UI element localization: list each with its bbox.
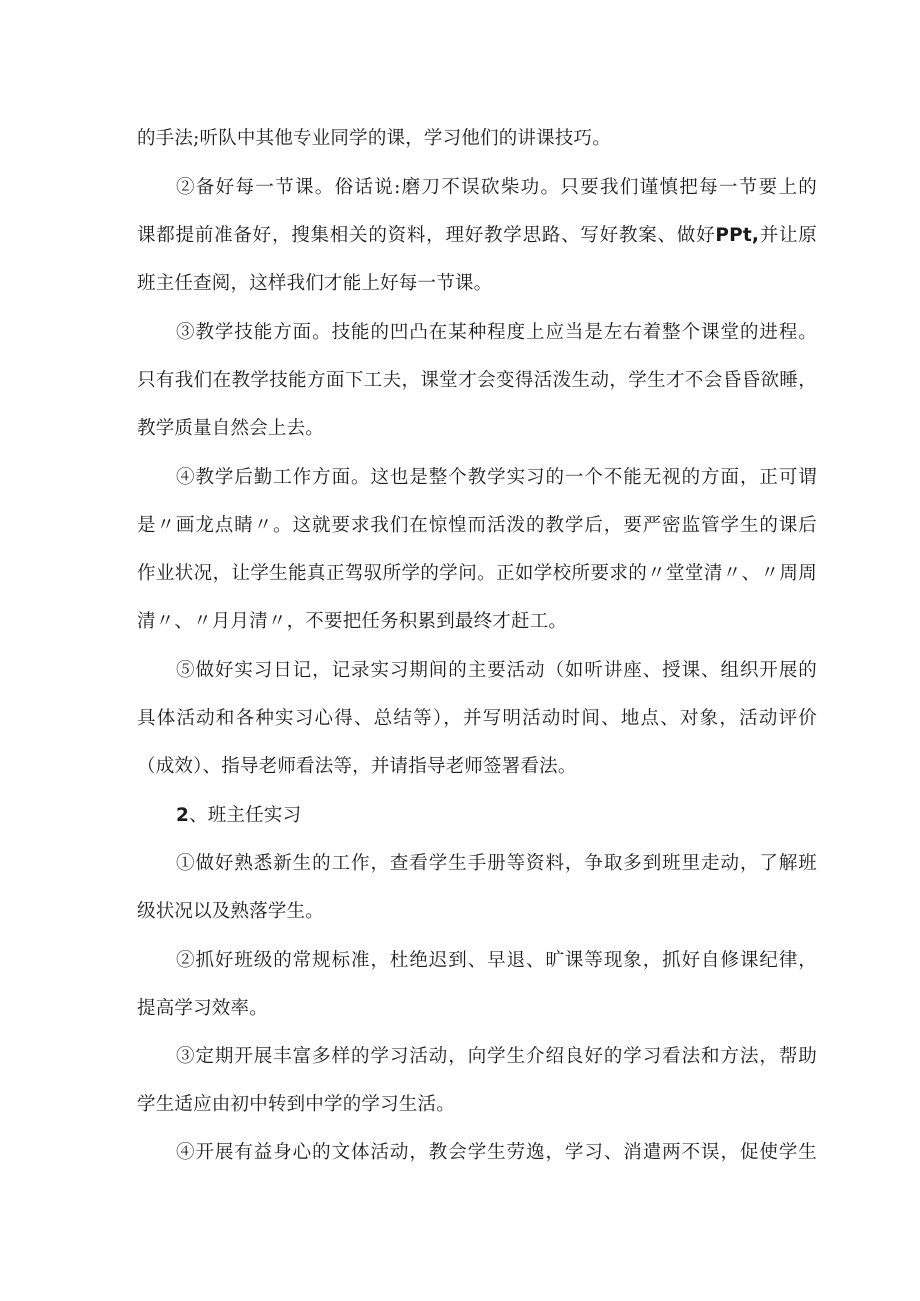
text-line: ⑤做好实习日记，记录实习期间的主要活动（如听讲座、授课、组织开展的 (176, 660, 817, 681)
section-heading (176, 804, 817, 828)
text-line: 学生适应由初中转到中学的学习生活。 (137, 1094, 455, 1115)
text-line: 是〃画龙点睛〃。这就要求我们在惊惶而活泼的教学后，要严密监管学生的课后 (137, 515, 817, 536)
text-line: ④开展有益身心的文体活动，教会学生劳逸，学习、消遣两不误，促使学生 (176, 1142, 817, 1163)
section-title: 、班主任实习 (189, 805, 302, 826)
text-line: （成效）、指导老师看法等，并请指导老师签署看法。 (137, 756, 577, 777)
text-line: ③教学技能方面。技能的凹凸在某种程度上应当是左右着整个课堂的进程。 (176, 322, 817, 343)
text-line: ③定期开展丰富多样的学习活动，向学生介绍良好的学习看法和方法，帮助 (176, 1046, 817, 1067)
text-line: ④教学后勤工作方面。这也是整个教学实习的一个不能无视的方面，正可谓 (176, 467, 817, 488)
text-line: 的手法;听队中其他专业同学的课，学习他们的讲课技巧。 (137, 128, 611, 149)
text-line: 提高学习效率。 (137, 998, 268, 1019)
text-line: 教学质量自然会上去。 (137, 418, 325, 439)
section-number: 2 (176, 805, 190, 826)
text-line: ①做好熟悉新生的工作，查看学生手册等资料，争取多到班里走动，了解班 (176, 853, 817, 874)
text-line (137, 224, 817, 248)
text-line: 班主任查阅，这样我们才能上好每一节课。 (137, 273, 493, 294)
text-segment: 并让原 (759, 225, 817, 246)
text-line: 清〃、〃月月清〃，不要把任务积累到最终才赶工。 (137, 611, 568, 632)
text-line: 具体活动和各种实习心得、总结等），并写明活动时间、地点、对象，活动评价 (137, 708, 817, 729)
text-line: 级状况以及熟落学生。 (137, 901, 325, 922)
text-line: 只有我们在教学技能方面下工夫，课堂才会变得活泼生动，学生才不会昏昏欲睡， (137, 370, 817, 391)
text-segment-bold: PPt, (715, 225, 760, 246)
text-line: ②抓好班级的常规标准，杜绝迟到、早退、旷课等现象，抓好自修课纪律， (176, 950, 817, 971)
text-line: 作业状况，让学生能真正驾驭所学的学问。正如学校所要求的〃堂堂清〃、〃周周 (137, 563, 817, 584)
text-segment: 课都提前准备好，搜集相关的资料，理好教学思路、写好教案、做好 (137, 225, 716, 246)
text-line: ②备好每一节课。俗话说:磨刀不误砍柴功。只要我们谨慎把每一节要上的 (176, 177, 817, 198)
